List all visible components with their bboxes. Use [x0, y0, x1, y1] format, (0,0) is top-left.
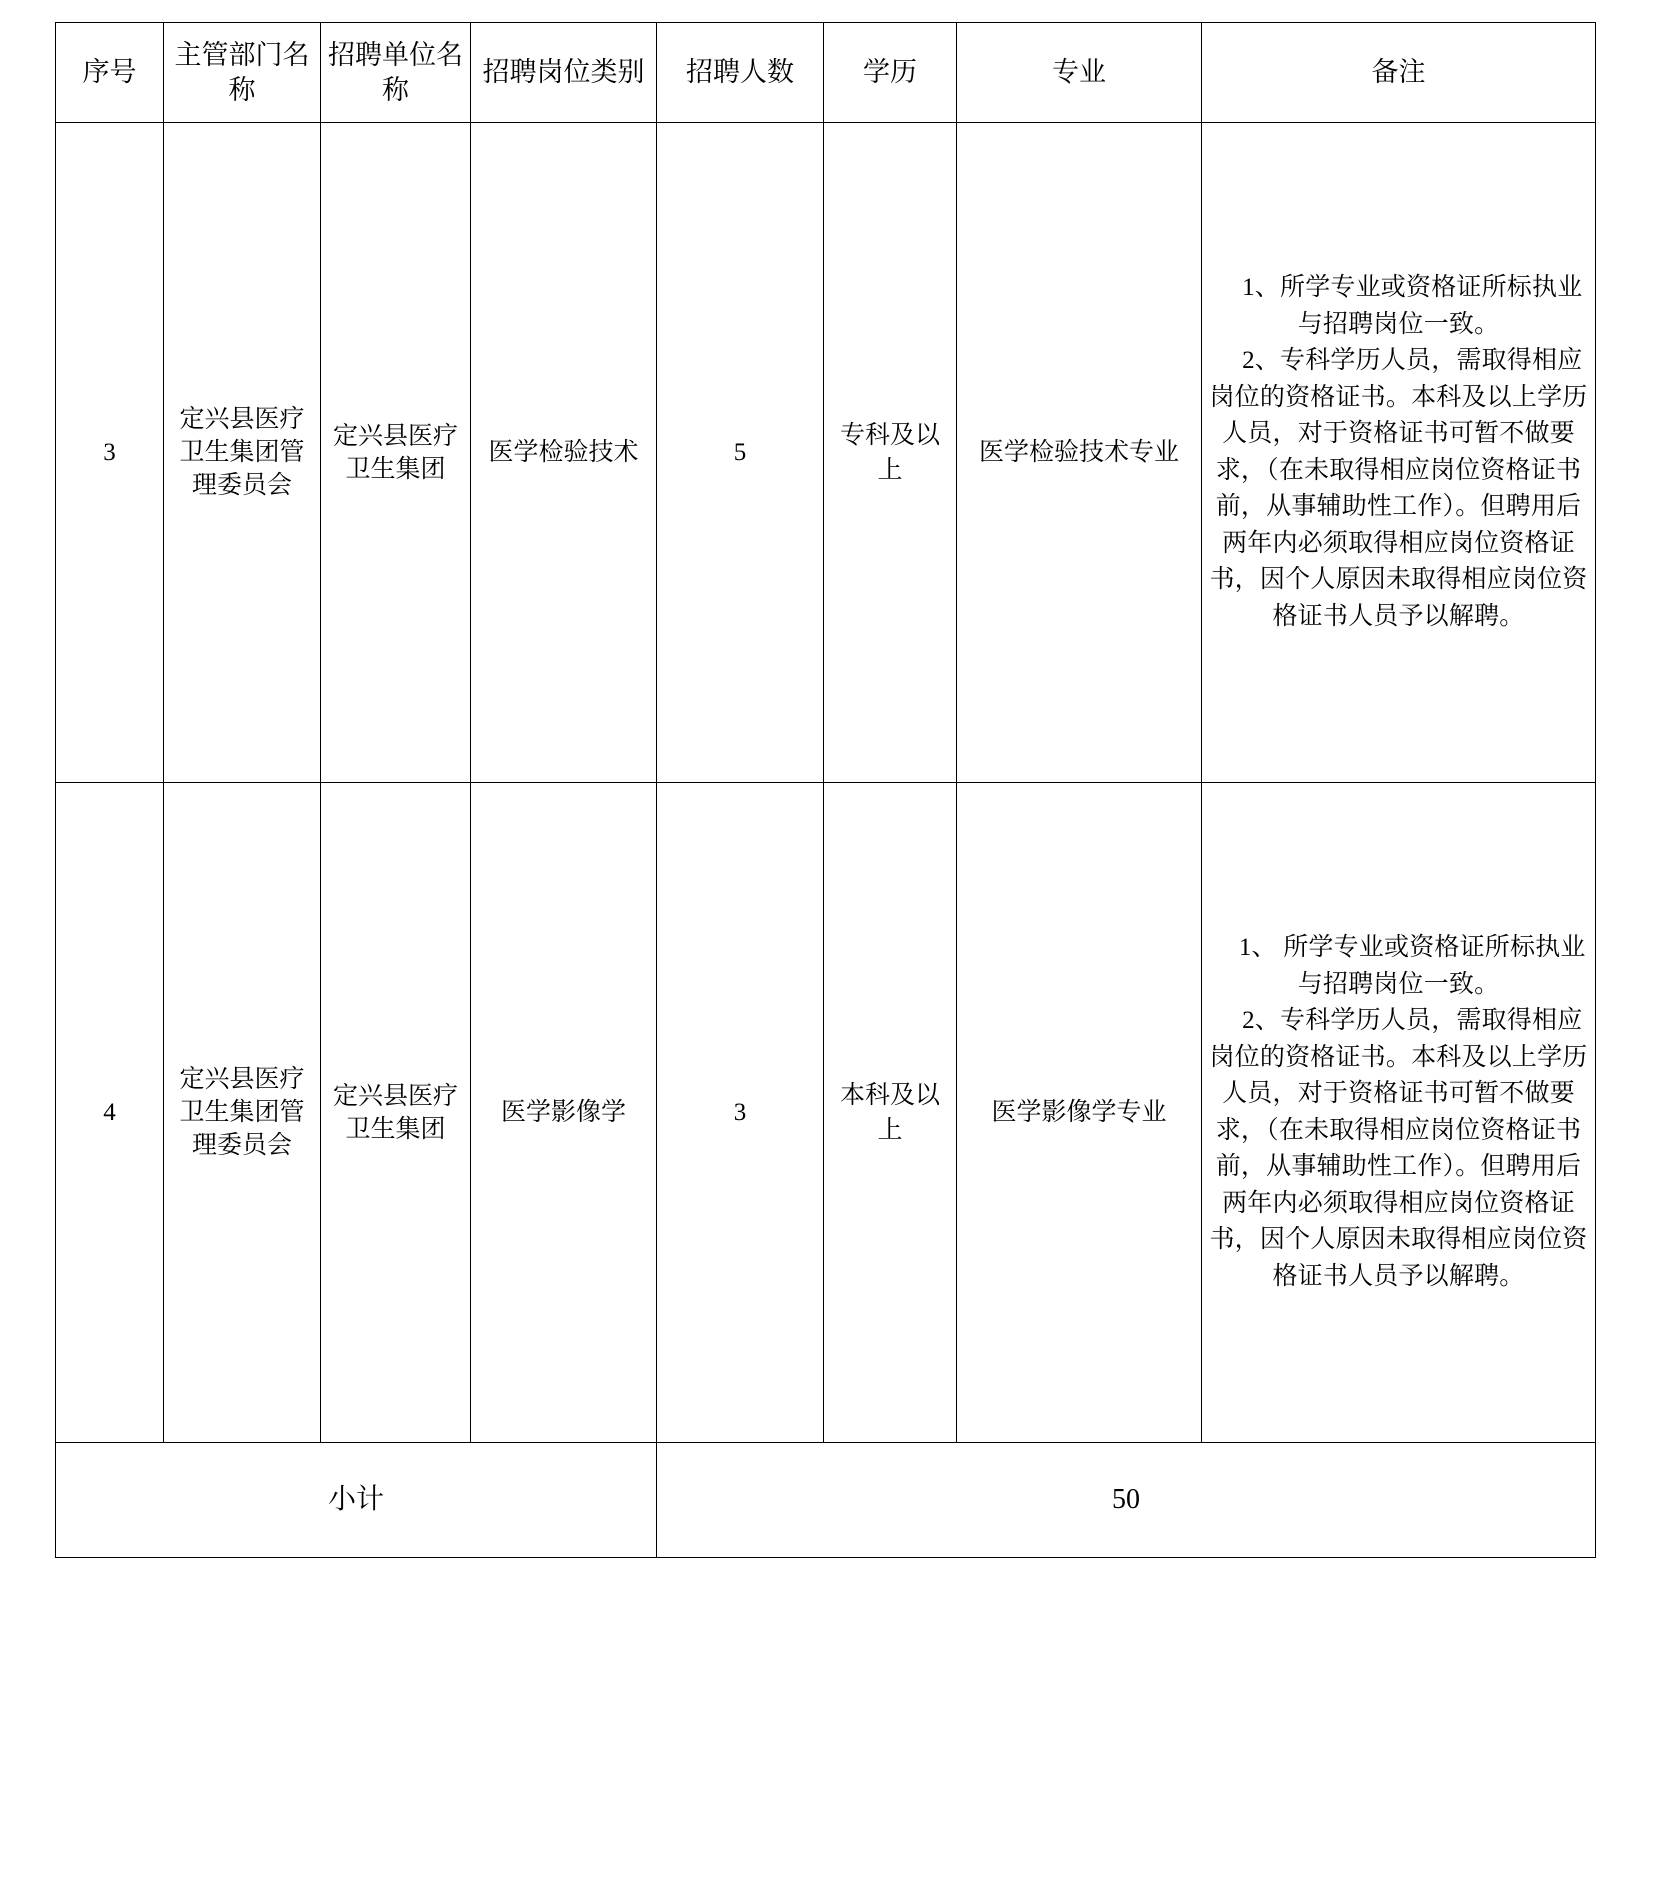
table-row [56, 783, 1596, 1443]
note-line-1: 1、 所学专业或资格证所标执业与招聘岗位一致。 [1238, 934, 1586, 998]
cell-note [1202, 783, 1596, 1443]
cell-note [1202, 123, 1596, 783]
cell-no: 4 [56, 783, 164, 1443]
recruitment-table [55, 22, 1596, 1558]
cell-no: 3 [56, 123, 164, 783]
header-cell-count: 招聘人数 [657, 23, 824, 123]
note-line-2: 2、专科学历人员，需取得相应岗位的资格证书。本科及以上学历人员，对于资格证书可暂不做要求，（在未取得相应岗位资格证书前，从事辅助性工作）。但聘用后两年内必须取得相应岗位资格证书，因个人原因未取得相应岗位资格证书人员予以解聘。 [1209, 1007, 1588, 1290]
header-cell-no: 序号 [56, 23, 164, 123]
cell-count: 5 [657, 123, 824, 783]
header-cell-department: 主管部门名称 [164, 23, 321, 123]
cell-position: 医学检验技术 [471, 123, 657, 783]
table-body [56, 123, 1596, 1558]
cell-major: 医学检验技术专业 [957, 123, 1202, 783]
header-cell-unit: 招聘单位名称 [321, 23, 471, 123]
note-line-1: 1、所学专业或资格证所标执业与招聘岗位一致。 [1242, 274, 1583, 338]
cell-unit: 定兴县医疗卫生集团 [321, 123, 471, 783]
cell-major: 医学影像学专业 [957, 783, 1202, 1443]
table-row [56, 123, 1596, 783]
subtotal-label: 小计 [56, 1443, 657, 1558]
header-cell-note: 备注 [1202, 23, 1596, 123]
subtotal-value: 50 [657, 1443, 1596, 1558]
header-cell-major: 专业 [957, 23, 1202, 123]
note-line-2: 2、专科学历人员，需取得相应岗位的资格证书。本科及以上学历人员，对于资格证书可暂不做要求，（在未取得相应岗位资格证书前，从事辅助性工作）。但聘用后两年内必须取得相应岗位资格证书，因个人原因未取得相应岗位资格证书人员予以解聘。 [1209, 347, 1588, 630]
cell-unit: 定兴县医疗卫生集团 [321, 783, 471, 1443]
cell-count: 3 [657, 783, 824, 1443]
cell-department: 定兴县医疗卫生集团管理委员会 [164, 783, 321, 1443]
cell-education: 专科及以上 [824, 123, 957, 783]
header-cell-education: 学历 [824, 23, 957, 123]
subtotal-row [56, 1443, 1596, 1558]
header-row [56, 23, 1596, 123]
table-header [56, 23, 1596, 123]
cell-position: 医学影像学 [471, 783, 657, 1443]
cell-department: 定兴县医疗卫生集团管理委员会 [164, 123, 321, 783]
header-cell-position: 招聘岗位类别 [471, 23, 657, 123]
cell-education: 本科及以上 [824, 783, 957, 1443]
